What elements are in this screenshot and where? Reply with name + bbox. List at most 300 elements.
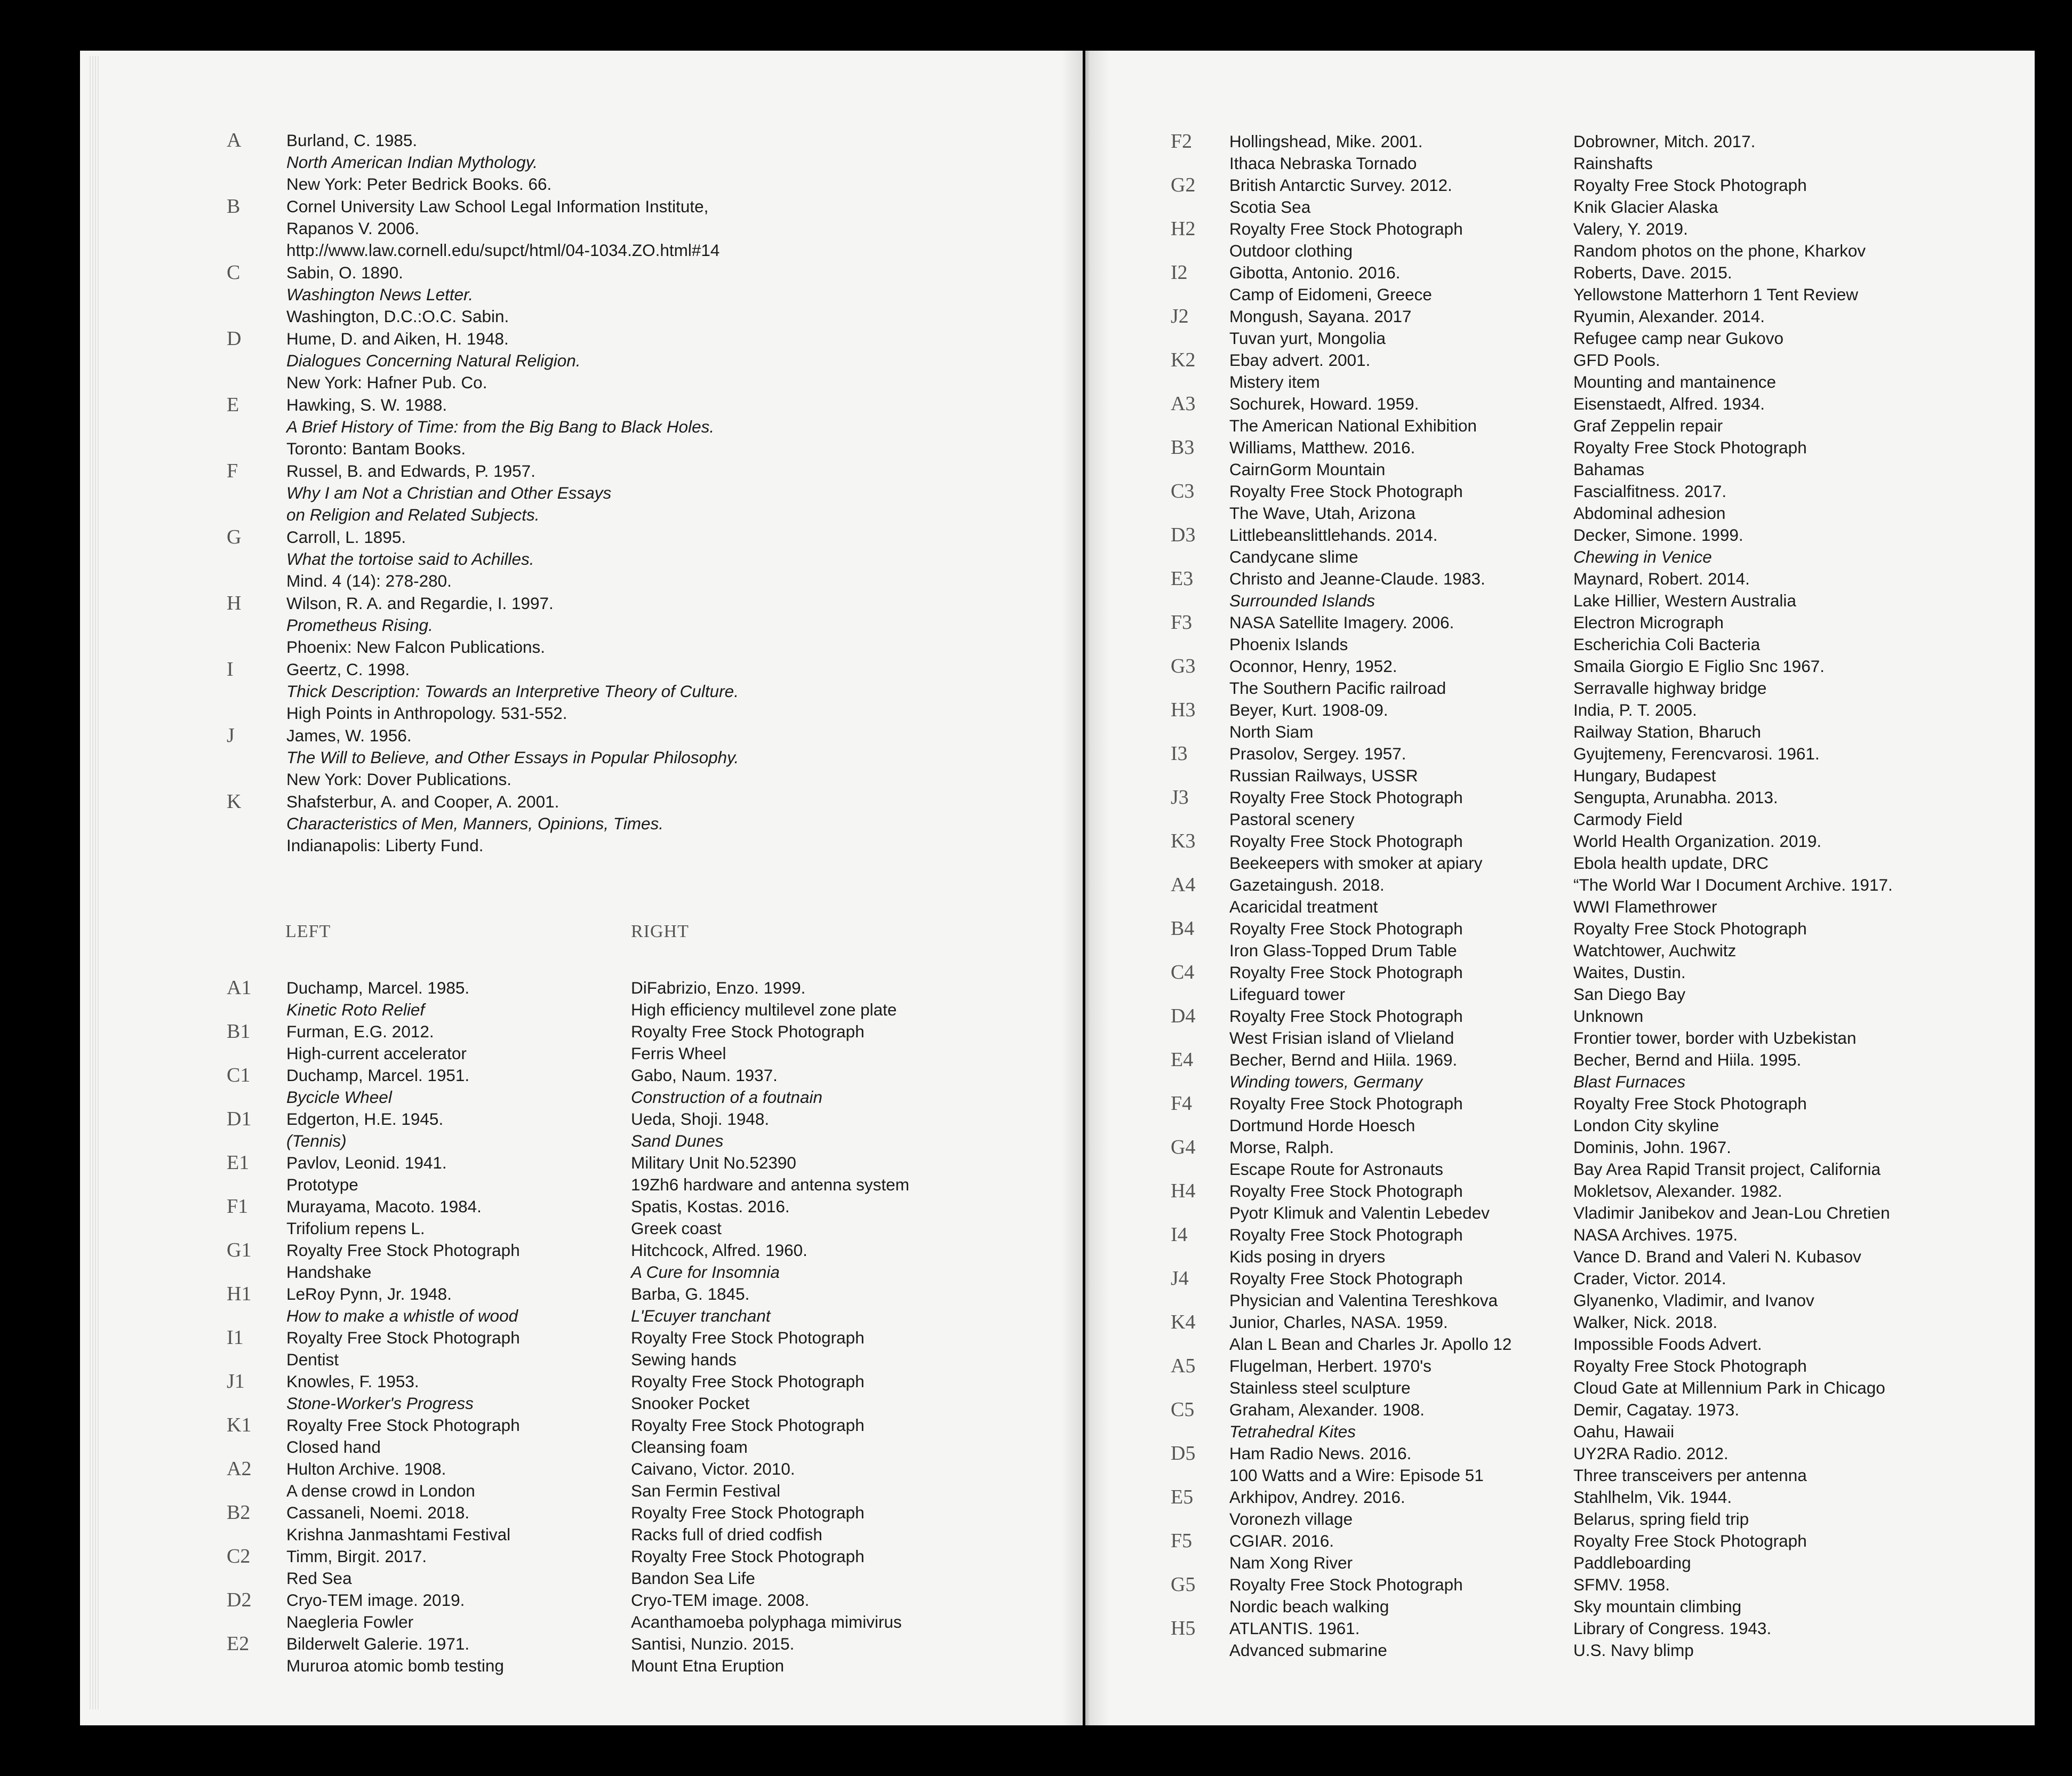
image-credit-right xyxy=(631,1327,865,1371)
entry-text xyxy=(1229,1443,1484,1486)
entry-text xyxy=(1229,962,1463,1005)
entry-line: LeRoy Pynn, Jr. 1948. xyxy=(286,1284,452,1303)
entry-line: Washington News Letter. xyxy=(286,285,474,304)
entry-text xyxy=(286,196,719,261)
entry-code: D xyxy=(227,327,242,350)
entry-line: Watchtower, Auchwitz xyxy=(1573,941,1737,960)
entry-line: Ham Radio News. 2016. xyxy=(1229,1444,1412,1463)
entry-line: North Siam xyxy=(1229,722,1314,741)
entry-line: Nam Xong River xyxy=(1229,1553,1353,1572)
entry-text xyxy=(286,394,714,460)
entry-line: Russian Railways, USSR xyxy=(1229,766,1418,785)
entry-line: UY2RA Radio. 2012. xyxy=(1573,1444,1729,1463)
entry-line: U.S. Navy blimp xyxy=(1573,1641,1694,1660)
entry-text xyxy=(286,725,739,790)
entry-line: 19Zh6 hardware and antenna system xyxy=(631,1175,909,1194)
entry-line: San Fermin Festival xyxy=(631,1481,781,1500)
entry-line: Mounting and mantainence xyxy=(1573,372,1777,391)
entry-line: Cryo-TEM image. 2019. xyxy=(286,1590,465,1610)
entry-line: Maynard, Robert. 2014. xyxy=(1573,569,1750,588)
image-credit-right xyxy=(631,1108,769,1152)
entry-code: I4 xyxy=(1171,1223,1188,1246)
entry-line: Royalty Free Stock Photograph xyxy=(286,1241,520,1260)
entry-line: Oconnor, Henry, 1952. xyxy=(1229,657,1397,676)
entry-line: Escherichia Coli Bacteria xyxy=(1573,635,1761,654)
image-credit-right xyxy=(1573,1224,1861,1268)
entry-line: Acanthamoeba polyphaga mimivirus xyxy=(631,1612,902,1631)
entry-line: Edgerton, H.E. 1945. xyxy=(286,1109,444,1129)
entry-code: I1 xyxy=(227,1326,244,1349)
entry-code: G4 xyxy=(1171,1136,1196,1158)
entry-line: Timm, Birgit. 2017. xyxy=(286,1547,427,1566)
entry-line: Sengupta, Arunabha. 2013. xyxy=(1573,788,1778,807)
entry-line: Vance D. Brand and Valeri N. Kubasov xyxy=(1573,1247,1861,1266)
entry-text xyxy=(286,1196,482,1239)
entry-line: Royalty Free Stock Photograph xyxy=(1229,1006,1463,1026)
entry-line: Mongush, Sayana. 2017 xyxy=(1229,307,1412,326)
image-credit-right xyxy=(1573,174,1807,218)
entry-line: Prometheus Rising. xyxy=(286,615,433,635)
entry-text xyxy=(286,1108,443,1152)
entry-line: Pavlov, Leonid. 1941. xyxy=(286,1153,447,1172)
entry-line: Beekeepers with smoker at apiary xyxy=(1229,853,1483,873)
entry-line: Dialogues Concerning Natural Religion. xyxy=(286,351,581,370)
entry-line: GFD Pools. xyxy=(1573,350,1660,370)
entry-text xyxy=(1229,306,1412,349)
entry-line: L'Ecuyer tranchant xyxy=(631,1306,771,1325)
entry-code: C2 xyxy=(227,1545,251,1567)
entry-line: Pastoral scenery xyxy=(1229,810,1355,829)
entry-line: Royalty Free Stock Photograph xyxy=(631,1022,865,1041)
entry-line: Knik Glacier Alaska xyxy=(1573,197,1718,217)
entry-line: Sand Dunes xyxy=(631,1131,724,1150)
entry-line: on Religion and Related Subjects. xyxy=(286,505,540,524)
left-column-heading: LEFT xyxy=(285,922,331,941)
entry-code: H4 xyxy=(1171,1180,1196,1202)
entry-line: Gazetaingush. 2018. xyxy=(1229,875,1385,894)
entry-line: Ferris Wheel xyxy=(631,1044,726,1063)
entry-code: A1 xyxy=(227,977,252,999)
entry-text xyxy=(1229,1355,1431,1399)
entry-line: Carmody Field xyxy=(1573,810,1683,829)
entry-line: Royalty Free Stock Photograph xyxy=(1229,919,1463,938)
entry-line: Royalty Free Stock Photograph xyxy=(286,1328,520,1347)
entry-line: Royalty Free Stock Photograph xyxy=(631,1328,865,1347)
entry-text xyxy=(286,593,554,658)
entry-line: Furman, E.G. 2012. xyxy=(286,1022,434,1041)
entry-code: I3 xyxy=(1171,742,1188,765)
entry-line: WWI Flamethrower xyxy=(1573,897,1717,916)
entry-line: Serravalle highway bridge xyxy=(1573,678,1767,698)
entry-line: Trifolium repens L. xyxy=(286,1219,425,1238)
entry-line: Advanced submarine xyxy=(1229,1641,1387,1660)
entry-line: Winding towers, Germany xyxy=(1229,1072,1423,1091)
image-credit-right xyxy=(1573,1530,1807,1574)
image-credit-right xyxy=(1573,1355,1885,1399)
entry-text xyxy=(1229,1311,1511,1355)
entry-line: Royalty Free Stock Photograph xyxy=(1229,1181,1463,1201)
image-credit-right xyxy=(1573,131,1755,174)
entry-line: CGIAR. 2016. xyxy=(1229,1531,1334,1550)
entry-line: Hulton Archive. 1908. xyxy=(286,1459,446,1478)
entry-code: B1 xyxy=(227,1020,251,1043)
image-credit-right xyxy=(1573,962,1686,1005)
entry-code: F5 xyxy=(1171,1530,1193,1552)
entry-text xyxy=(1229,1137,1443,1180)
entry-code: C3 xyxy=(1171,480,1195,502)
entry-line: Tetrahedral Kites xyxy=(1229,1422,1356,1441)
image-credit-right xyxy=(1573,1137,1881,1180)
entry-line: Hawking, S. W. 1988. xyxy=(286,395,447,414)
entry-line: Royalty Free Stock Photograph xyxy=(1229,1575,1463,1594)
entry-line: Prototype xyxy=(286,1175,358,1194)
entry-line: Stainless steel sculpture xyxy=(1229,1378,1411,1397)
entry-text xyxy=(1229,174,1452,218)
entry-text xyxy=(286,460,611,526)
entry-code: F xyxy=(227,460,238,482)
image-credit-right xyxy=(1573,699,1761,743)
entry-line: Russel, B. and Edwards, P. 1957. xyxy=(286,461,535,481)
entry-line: Vladimir Janibekov and Jean-Lou Chretien xyxy=(1573,1203,1890,1222)
entry-line: Cornel University Law School Legal Information Institute, xyxy=(286,197,709,216)
entry-text xyxy=(286,1065,469,1108)
entry-code: E4 xyxy=(1171,1049,1194,1071)
entry-line: Paddleboarding xyxy=(1573,1553,1691,1572)
entry-text xyxy=(1229,349,1370,393)
entry-line: Ebola health update, DRC xyxy=(1573,853,1769,873)
entry-line: Lifeguard tower xyxy=(1229,985,1346,1004)
entry-line: 100 Watts and a Wire: Episode 51 xyxy=(1229,1466,1484,1485)
image-credit-right xyxy=(1573,612,1760,655)
entry-text xyxy=(1229,1268,1498,1311)
entry-line: Racks full of dried codfish xyxy=(631,1525,822,1544)
entry-line: Escape Route for Astronauts xyxy=(1229,1159,1443,1179)
entry-code: D5 xyxy=(1171,1442,1196,1465)
entry-code: D3 xyxy=(1171,524,1196,546)
entry-text xyxy=(1229,830,1482,874)
image-credit-right xyxy=(1573,1268,1814,1311)
entry-line: Graf Zeppelin repair xyxy=(1573,416,1723,435)
entry-line: Greek coast xyxy=(631,1219,722,1238)
entry-text xyxy=(286,1152,447,1196)
entry-line: Royalty Free Stock Photograph xyxy=(631,1372,865,1391)
entry-code: H3 xyxy=(1171,699,1196,721)
entry-text xyxy=(1229,568,1485,612)
entry-line: Alan L Bean and Charles Jr. Apollo 12 xyxy=(1229,1334,1512,1354)
entry-line: Ebay advert. 2001. xyxy=(1229,350,1371,370)
image-credit-right xyxy=(631,1414,865,1458)
image-credit-right xyxy=(1573,830,1821,874)
image-credit-right xyxy=(631,977,897,1021)
entry-code: E2 xyxy=(227,1633,250,1655)
entry-line: Stone-Worker's Progress xyxy=(286,1394,474,1413)
entry-line: Washington, D.C.:O.C. Sabin. xyxy=(286,307,509,326)
entry-line: Royalty Free Stock Photograph xyxy=(1229,482,1463,501)
entry-code: E5 xyxy=(1171,1486,1194,1508)
image-credit-right xyxy=(1573,1486,1749,1530)
entry-line: Kinetic Roto Relief xyxy=(286,1000,425,1019)
entry-line: Gabo, Naum. 1937. xyxy=(631,1066,778,1085)
entry-line: Chewing in Venice xyxy=(1573,547,1712,566)
image-credit-right xyxy=(1573,393,1765,437)
entry-line: Carroll, L. 1895. xyxy=(286,527,406,547)
entry-text xyxy=(1229,874,1385,918)
entry-text xyxy=(1229,743,1418,787)
image-credit-right xyxy=(631,1021,865,1065)
entry-line: Closed hand xyxy=(286,1437,381,1457)
image-credit-right xyxy=(1573,1093,1807,1137)
image-credit-right xyxy=(1573,262,1858,306)
entry-line: Littlebeanslittlehands. 2014. xyxy=(1229,525,1438,545)
entry-text xyxy=(1229,1399,1425,1443)
image-credit-right xyxy=(631,1502,865,1546)
entry-text xyxy=(1229,1224,1463,1268)
entry-line: Bycicle Wheel xyxy=(286,1087,392,1107)
entry-text xyxy=(1229,131,1422,174)
entry-text xyxy=(1229,1530,1353,1574)
entry-text xyxy=(1229,1574,1463,1618)
entry-line: Demir, Cagatay. 1973. xyxy=(1573,1400,1740,1419)
entry-text xyxy=(1229,1093,1463,1137)
entry-code: J xyxy=(227,724,235,747)
entry-line: Hollingshead, Mike. 2001. xyxy=(1229,132,1423,151)
entry-code: A2 xyxy=(227,1458,252,1480)
entry-line: Rapanos V. 2006. xyxy=(286,219,420,238)
entry-line: Bilderwelt Galerie. 1971. xyxy=(286,1634,470,1653)
entry-line: Snooker Pocket xyxy=(631,1394,750,1413)
entry-line: Mistery item xyxy=(1229,372,1320,391)
page-stack-edge xyxy=(90,56,100,1709)
entry-line: Random photos on the phone, Kharkov xyxy=(1573,241,1866,260)
entry-text xyxy=(1229,787,1463,830)
entry-text xyxy=(286,1021,467,1065)
entry-line: London City skyline xyxy=(1573,1116,1719,1135)
entry-line: Smaila Giorgio E Figlio Snc 1967. xyxy=(1573,657,1825,676)
image-credit-right xyxy=(1573,1180,1890,1224)
image-credit-right xyxy=(1573,1005,1856,1049)
entry-line: Dobrowner, Mitch. 2017. xyxy=(1573,132,1756,151)
entry-line: Prasolov, Sergey. 1957. xyxy=(1229,744,1406,763)
entry-code: J4 xyxy=(1171,1267,1189,1290)
entry-code: C5 xyxy=(1171,1398,1195,1421)
entry-line: Mururoa atomic bomb testing xyxy=(286,1656,504,1675)
entry-line: Bandon Sea Life xyxy=(631,1569,755,1588)
image-credit-right xyxy=(1573,787,1778,830)
entry-line: Characteristics of Men, Manners, Opinions, Times. xyxy=(286,814,663,833)
entry-code: J2 xyxy=(1171,305,1189,327)
entry-text xyxy=(1229,1180,1490,1224)
entry-text xyxy=(1229,699,1388,743)
entry-line: Lake Hillier, Western Australia xyxy=(1573,591,1796,610)
entry-line: Royalty Free Stock Photograph xyxy=(1229,1225,1463,1244)
entry-line: http://www.law.cornell.edu/supct/html/04-1034.ZO.html#14 xyxy=(286,241,720,260)
entry-code: G1 xyxy=(227,1239,252,1261)
entry-line: Mind. 4 (14): 278-280. xyxy=(286,571,452,590)
image-credit-right xyxy=(1573,1443,1807,1486)
entry-code: C1 xyxy=(227,1064,251,1086)
entry-line: James, W. 1956. xyxy=(286,726,412,745)
entry-line: Ueda, Shoji. 1948. xyxy=(631,1109,770,1129)
entry-code: G3 xyxy=(1171,655,1196,677)
entry-line: Shafsterbur, A. and Cooper, A. 2001. xyxy=(286,792,559,811)
entry-line: Royalty Free Stock Photograph xyxy=(631,1415,865,1435)
entry-line: Spatis, Kostas. 2016. xyxy=(631,1197,790,1216)
entry-text xyxy=(286,1633,504,1677)
entry-text xyxy=(286,659,739,724)
entry-line: “The World War I Document Archive. 1917. xyxy=(1573,875,1893,894)
entry-line: Caivano, Victor. 2010. xyxy=(631,1459,795,1478)
entry-line: A Cure for Insomnia xyxy=(631,1262,780,1282)
entry-text xyxy=(286,1589,465,1633)
entry-line: Royalty Free Stock Photograph xyxy=(1229,1094,1463,1113)
entry-code: H xyxy=(227,592,242,614)
entry-line: Pyotr Klimuk and Valentin Lebedev xyxy=(1229,1203,1490,1222)
entry-line: High-current accelerator xyxy=(286,1044,467,1063)
entry-line: Gyujtemeny, Ferencvarosi. 1961. xyxy=(1573,744,1820,763)
image-credit-right xyxy=(1573,1618,1771,1661)
entry-line: Glyanenko, Vladimir, and Ivanov xyxy=(1573,1291,1814,1310)
image-credit-right xyxy=(631,1065,822,1108)
image-credit-right xyxy=(1573,349,1776,393)
entry-line: Refugee camp near Gukovo xyxy=(1573,329,1783,348)
entry-code: C xyxy=(227,261,241,284)
image-credit-right xyxy=(631,1458,795,1502)
entry-line: Royalty Free Stock Photograph xyxy=(1229,963,1463,982)
entry-code: K3 xyxy=(1171,830,1196,852)
entry-code: F4 xyxy=(1171,1092,1193,1115)
entry-line: Surrounded Islands xyxy=(1229,591,1375,610)
entry-code: I xyxy=(227,658,234,681)
entry-code: F3 xyxy=(1171,611,1193,634)
entry-line: Wilson, R. A. and Regardie, I. 1997. xyxy=(286,594,554,613)
entry-line: Candycane slime xyxy=(1229,547,1358,566)
entry-code: B2 xyxy=(227,1501,251,1524)
entry-code: J3 xyxy=(1171,786,1189,809)
entry-code: B4 xyxy=(1171,917,1195,940)
image-credit-right xyxy=(1573,1399,1739,1443)
entry-line: Sabin, O. 1890. xyxy=(286,263,403,282)
entry-code: H5 xyxy=(1171,1617,1196,1639)
entry-line: Toronto: Bantam Books. xyxy=(286,439,466,458)
image-credit-right xyxy=(631,1152,909,1196)
entry-text xyxy=(286,328,581,394)
entry-text xyxy=(1229,481,1463,524)
entry-line: Mokletsov, Alexander. 1982. xyxy=(1573,1181,1782,1201)
entry-text xyxy=(1229,524,1438,568)
entry-line: Scotia Sea xyxy=(1229,197,1311,217)
entry-line: NASA Archives. 1975. xyxy=(1573,1225,1738,1244)
entry-line: ATLANTIS. 1961. xyxy=(1229,1619,1360,1638)
entry-text xyxy=(1229,1049,1457,1093)
entry-line: Ryumin, Alexander. 2014. xyxy=(1573,307,1765,326)
image-credit-right xyxy=(631,1239,807,1283)
entry-line: Nordic beach walking xyxy=(1229,1597,1389,1616)
image-credit-right xyxy=(631,1589,902,1633)
entry-text xyxy=(286,977,469,1021)
entry-line: Military Unit No.52390 xyxy=(631,1153,796,1172)
entry-line: Sewing hands xyxy=(631,1350,737,1369)
entry-line: Stahlhelm, Vik. 1944. xyxy=(1573,1487,1732,1507)
entry-line: Royalty Free Stock Photograph xyxy=(1229,788,1463,807)
entry-code: D2 xyxy=(227,1589,252,1611)
entry-code: J1 xyxy=(227,1370,245,1393)
entry-line: Royalty Free Stock Photograph xyxy=(1573,1356,1807,1375)
entry-line: SFMV. 1958. xyxy=(1573,1575,1670,1594)
entry-text xyxy=(1229,1618,1387,1661)
entry-line: Duchamp, Marcel. 1985. xyxy=(286,978,470,997)
entry-line: Red Sea xyxy=(286,1569,352,1588)
image-credit-right xyxy=(1573,1574,1741,1618)
entry-line: Barba, G. 1845. xyxy=(631,1284,750,1303)
entry-line: Railway Station, Bharuch xyxy=(1573,722,1761,741)
entry-code: G5 xyxy=(1171,1573,1196,1596)
entry-code: A3 xyxy=(1171,393,1196,415)
entry-text xyxy=(1229,218,1463,262)
entry-line: Construction of a foutnain xyxy=(631,1087,822,1107)
entry-line: Becher, Bernd and Hiila. 1969. xyxy=(1229,1050,1458,1069)
entry-text xyxy=(286,1546,427,1589)
entry-code: K4 xyxy=(1171,1311,1196,1333)
entry-code: D1 xyxy=(227,1108,252,1130)
entry-code: K xyxy=(227,790,242,813)
entry-line: Hitchcock, Alfred. 1960. xyxy=(631,1241,807,1260)
image-credit-right xyxy=(1573,437,1807,481)
entry-line: Murayama, Macoto. 1984. xyxy=(286,1197,482,1216)
entry-code: H1 xyxy=(227,1283,252,1305)
entry-line: Bay Area Rapid Transit project, California xyxy=(1573,1159,1881,1179)
entry-text xyxy=(286,1502,510,1546)
entry-line: Crader, Victor. 2014. xyxy=(1573,1269,1726,1288)
entry-line: Naegleria Fowler xyxy=(286,1612,414,1631)
entry-line: Library of Congress. 1943. xyxy=(1573,1619,1772,1638)
entry-text xyxy=(286,1458,475,1502)
entry-line: Why I am Not a Christian and Other Essays xyxy=(286,483,612,502)
entry-text xyxy=(286,1283,518,1327)
entry-line: Geertz, C. 1998. xyxy=(286,660,410,679)
entry-code: K1 xyxy=(227,1414,252,1436)
entry-line: Kids posing in dryers xyxy=(1229,1247,1386,1266)
entry-line: Cryo-TEM image. 2008. xyxy=(631,1590,810,1610)
entry-line: San Diego Bay xyxy=(1573,985,1686,1004)
entry-line: Arkhipov, Andrey. 2016. xyxy=(1229,1487,1405,1507)
entry-text xyxy=(1229,1005,1463,1049)
entry-line: Sochurek, Howard. 1959. xyxy=(1229,394,1419,413)
entry-line: New York: Dover Publications. xyxy=(286,770,511,789)
entry-line: Physician and Valentina Tereshkova xyxy=(1229,1291,1498,1310)
entry-line: Beyer, Kurt. 1908-09. xyxy=(1229,700,1388,719)
entry-code: K2 xyxy=(1171,349,1196,371)
entry-line: Thick Description: Towards an Interpretive Theory of Culture. xyxy=(286,682,739,701)
entry-line: Junior, Charles, NASA. 1959. xyxy=(1229,1313,1448,1332)
entry-line: Flugelman, Herbert. 1970's xyxy=(1229,1356,1431,1375)
image-credit-right xyxy=(631,1371,865,1414)
entry-line: Royalty Free Stock Photograph xyxy=(1229,1269,1463,1288)
entry-line: Royalty Free Stock Photograph xyxy=(631,1547,865,1566)
entry-line: New York: Peter Bedrick Books. 66. xyxy=(286,174,552,194)
entry-line: Frontier tower, border with Uzbekistan xyxy=(1573,1028,1857,1047)
entry-line: Krishna Janmashtami Festival xyxy=(286,1525,511,1544)
entry-line: DiFabrizio, Enzo. 1999. xyxy=(631,978,806,997)
entry-line: Yellowstone Matterhorn 1 Tent Review xyxy=(1573,285,1859,304)
entry-line: Morse, Ralph. xyxy=(1229,1138,1334,1157)
entry-line: Camp of Eidomeni, Greece xyxy=(1229,285,1432,304)
entry-text xyxy=(286,130,551,195)
image-credit-right xyxy=(631,1633,794,1677)
entry-line: Fascialfitness. 2017. xyxy=(1573,482,1727,501)
entry-code: C4 xyxy=(1171,961,1195,983)
book-gutter xyxy=(1061,51,1109,1725)
entry-line: The Will to Believe, and Other Essays in Popular Philosophy. xyxy=(286,748,739,767)
